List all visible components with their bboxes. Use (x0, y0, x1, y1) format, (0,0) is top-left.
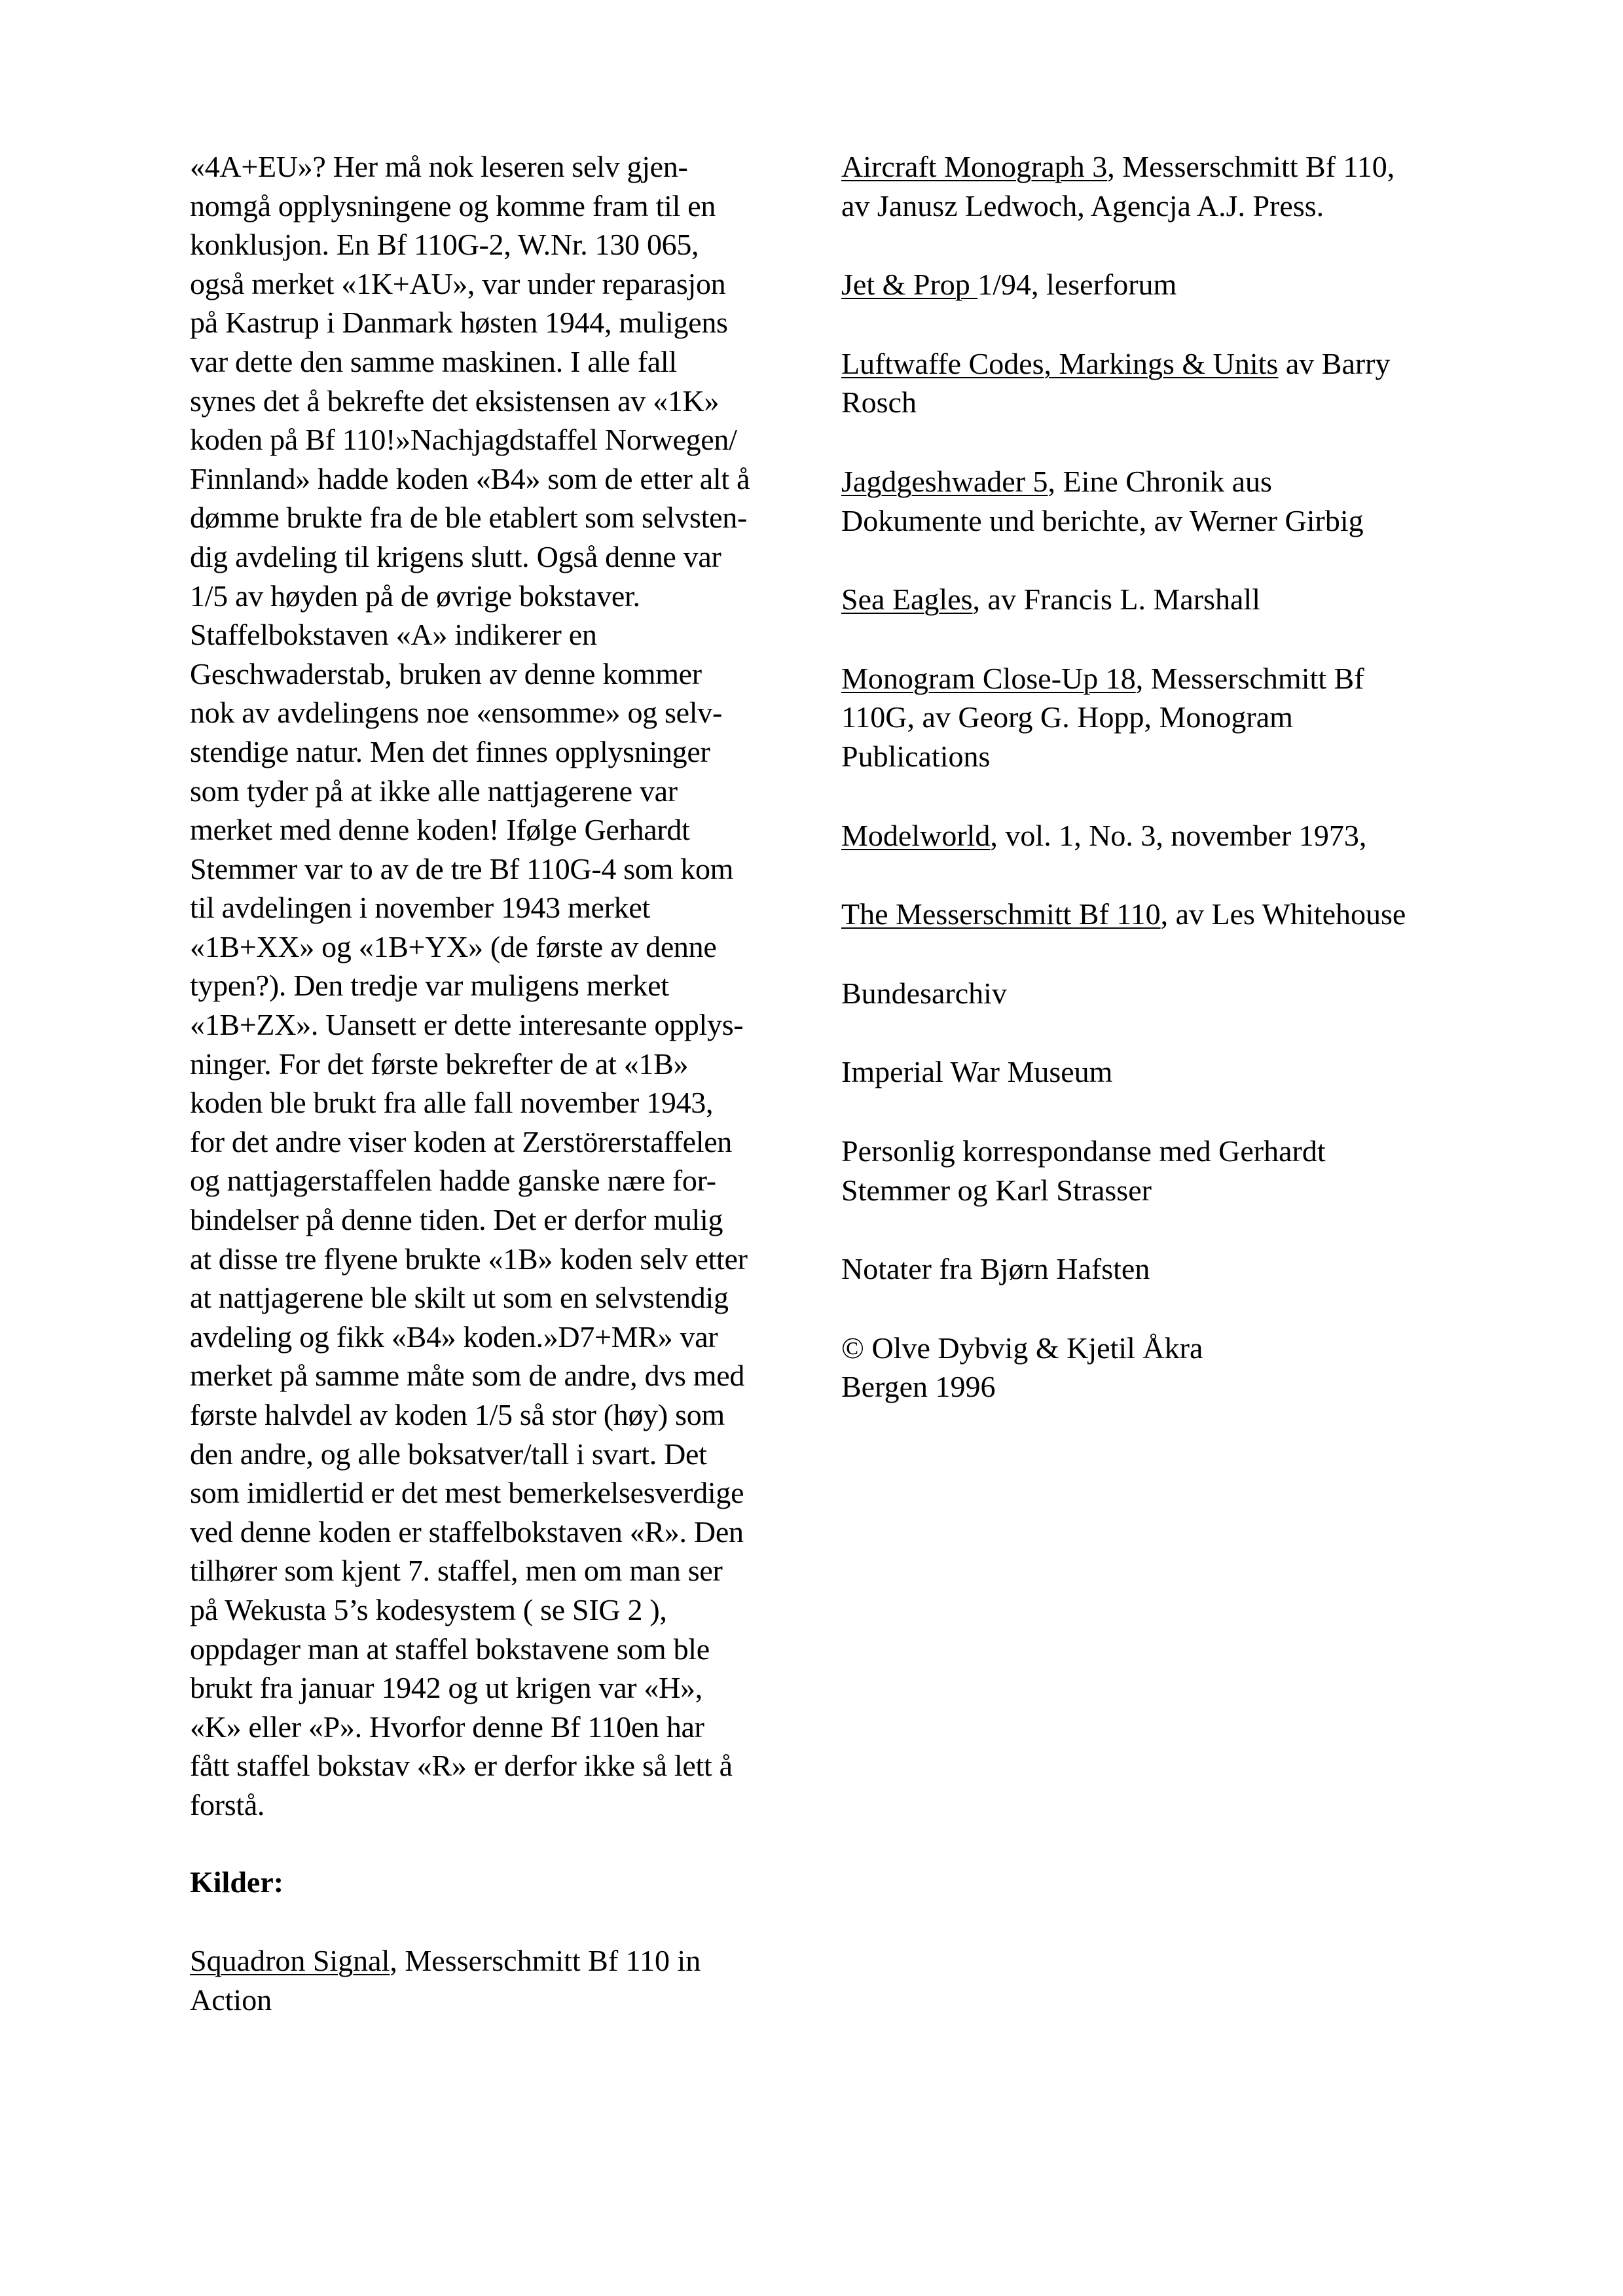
source-line: Bundesarchiv (841, 976, 1007, 1010)
body-line: for det andre viser koden at Zerstörerstaffelen (190, 1124, 733, 1158)
source-detail: 1/94, leserforum (977, 268, 1177, 302)
right-column (841, 147, 1503, 1407)
place-year: Bergen 1996 (841, 1370, 996, 1404)
source-detail: , av Francis L. Marshall (972, 583, 1260, 617)
body-line: brukt fra januar 1942 og ut krigen var «H», (190, 1671, 702, 1705)
body-line: stendige natur. Men det finnes opplysninger (190, 734, 710, 768)
article-body (190, 147, 818, 1825)
source-entry (841, 462, 1503, 540)
source-detail: , Messerschmitt Bf 110 in (390, 1944, 701, 1978)
body-line: «1B+ZX». Uansett er dette interesante opplys- (190, 1008, 744, 1042)
source-entry (841, 265, 1503, 304)
source-entry (190, 1941, 818, 2019)
source-entry (841, 974, 1503, 1013)
body-line: dømme brukte fra de ble etablert som selvsten- (190, 501, 747, 535)
source-line: Rosch (841, 386, 917, 420)
body-line: dig avdeling til krigens slutt. Også denne var (190, 539, 721, 573)
source-entry (841, 1052, 1503, 1092)
source-line (190, 1941, 818, 1981)
source-line: Personlig korrespondanse med Gerhardt (841, 1134, 1326, 1168)
source-detail: , av Les Whitehouse (1160, 897, 1406, 931)
body-line: på Kastrup i Danmark høsten 1944, muligens (190, 306, 728, 340)
source-line: Notater fra Bjørn Hafsten (841, 1252, 1150, 1286)
source-title: Jet & Prop (841, 268, 978, 302)
body-line: som imidlertid er det mest bemerkelsesverdige (190, 1476, 744, 1510)
body-line: tilhører som kjent 7. staffel, men om man ser (190, 1554, 723, 1588)
source-detail: , Messerschmitt Bf 110, (1107, 150, 1395, 183)
source-entry (841, 1132, 1503, 1210)
body-line: «K» eller «P». Hvorfor denne Bf 110en har (190, 1710, 704, 1744)
body-line: Staffelbokstaven «A» indikerer en (190, 618, 597, 652)
source-title: Luftwaffe Codes, Markings & Units (841, 346, 1279, 380)
source-line: Dokumente und berichte, av Werner Girbig (841, 503, 1364, 537)
source-line (841, 462, 1503, 501)
source-line (841, 659, 1503, 698)
source-title: Aircraft Monograph 3 (841, 150, 1108, 183)
left-column (190, 147, 818, 2059)
body-line: den andre, og alle boksatver/tall i svart. Det (190, 1437, 707, 1471)
body-line: merket med denne koden! Ifølge Gerhardt (190, 813, 690, 847)
source-line (841, 816, 1503, 855)
body-line: første halvdel av koden 1/5 så stor (høy) som (190, 1398, 725, 1431)
source-line: Action (190, 1982, 272, 2017)
body-line: typen?). Den tredje var muligens merket (190, 969, 669, 1003)
body-line: bindelser på denne tiden. Det er derfor mulig (190, 1203, 723, 1237)
source-entry (841, 659, 1503, 776)
body-line: oppdager man at staffel bokstavene som ble (190, 1632, 710, 1666)
body-line: fått staffel bokstav «R» er derfor ikke så lett å (190, 1749, 733, 1783)
source-title: Monogram Close-Up 18 (841, 661, 1136, 695)
body-line: konklusjon. En Bf 110G-2, W.Nr. 130 065, (190, 228, 699, 262)
source-title: Sea Eagles (841, 583, 973, 617)
source-title: Modelworld (841, 818, 991, 852)
copyright-block (841, 1329, 1503, 1407)
copyright-line: © Olve Dybvig & Kjetil Åkra (841, 1331, 1203, 1365)
source-line: Imperial War Museum (841, 1055, 1113, 1089)
body-line: «1B+XX» og «1B+YX» (de første av denne (190, 929, 717, 963)
body-line: til avdelingen i november 1943 merket (190, 891, 650, 925)
body-line: ved denne koden er staffelbokstaven «R». Den (190, 1515, 744, 1549)
source-line (841, 895, 1503, 934)
body-line: nok av avdelingens noe «ensomme» og selv- (190, 696, 722, 730)
source-entry (841, 147, 1503, 225)
body-line: Stemmer var to av de tre Bf 110G-4 som kom (190, 852, 734, 886)
source-detail: av Barry (1278, 346, 1391, 380)
source-line (841, 580, 1503, 619)
source-detail: , Messerschmitt Bf (1135, 661, 1364, 695)
body-line: merket på samme måte som de andre, dvs med (190, 1359, 745, 1393)
body-line: også merket «1K+AU», var under reparasjon (190, 266, 726, 300)
source-detail: , Eine Chronik aus (1048, 464, 1272, 498)
source-title: Jagdgeshwader 5 (841, 464, 1048, 498)
body-line: og nattjagerstaffelen hadde ganske nære for- (190, 1164, 716, 1198)
sources-heading: Kilder: (190, 1865, 284, 1899)
source-line (841, 147, 1503, 187)
source-line (841, 344, 1503, 384)
body-line: var dette den samme maskinen. I alle fall (190, 344, 677, 378)
body-line: forstå. (190, 1787, 265, 1821)
body-line: 1/5 av høyden på de øvrige bokstaver. (190, 579, 640, 613)
body-line: at disse tre flyene brukte «1B» koden selv etter (190, 1242, 748, 1276)
body-line: at nattjagerene ble skilt ut som en selvstendig (190, 1281, 729, 1315)
body-line: på Wekusta 5’s kodesystem ( se SIG 2 ), (190, 1592, 667, 1626)
body-line: Geschwaderstab, bruken av denne kommer (190, 656, 702, 691)
source-line: av Janusz Ledwoch, Agencja A.J. Press. (841, 188, 1324, 223)
source-entry (841, 344, 1503, 422)
body-line: som tyder på at ikke alle nattjagerene var (190, 774, 678, 808)
source-entry (841, 1249, 1503, 1289)
source-line: Stemmer og Karl Strasser (841, 1173, 1152, 1207)
source-detail: , vol. 1, No. 3, november 1973, (990, 818, 1367, 852)
source-entry (841, 895, 1503, 934)
body-line: nomgå opplysningene og komme fram til en (190, 188, 716, 223)
body-line: Finnland» hadde koden «B4» som de etter alt å (190, 461, 750, 495)
body-line: koden på Bf 110!»Nachjagdstaffel Norwegen/ (190, 423, 737, 457)
body-line: koden ble brukt fra alle fall november 1943, (190, 1086, 714, 1120)
source-entry (841, 580, 1503, 619)
source-line: Publications (841, 739, 991, 773)
source-title: Squadron Signal (190, 1944, 390, 1978)
source-entry (841, 816, 1503, 855)
body-line: «4A+EU»? Her må nok leseren selv gjen- (190, 150, 688, 183)
body-line: avdeling og fikk «B4» koden.»D7+MR» var (190, 1319, 718, 1354)
source-line (841, 265, 1503, 304)
source-title: The Messerschmitt Bf 110 (841, 897, 1161, 931)
body-line: synes det å bekrefte det eksistensen av «1K» (190, 384, 720, 418)
source-line: 110G, av Georg G. Hopp, Monogram (841, 700, 1293, 734)
body-line: ninger. For det første bekrefter de at «1B» (190, 1047, 689, 1081)
